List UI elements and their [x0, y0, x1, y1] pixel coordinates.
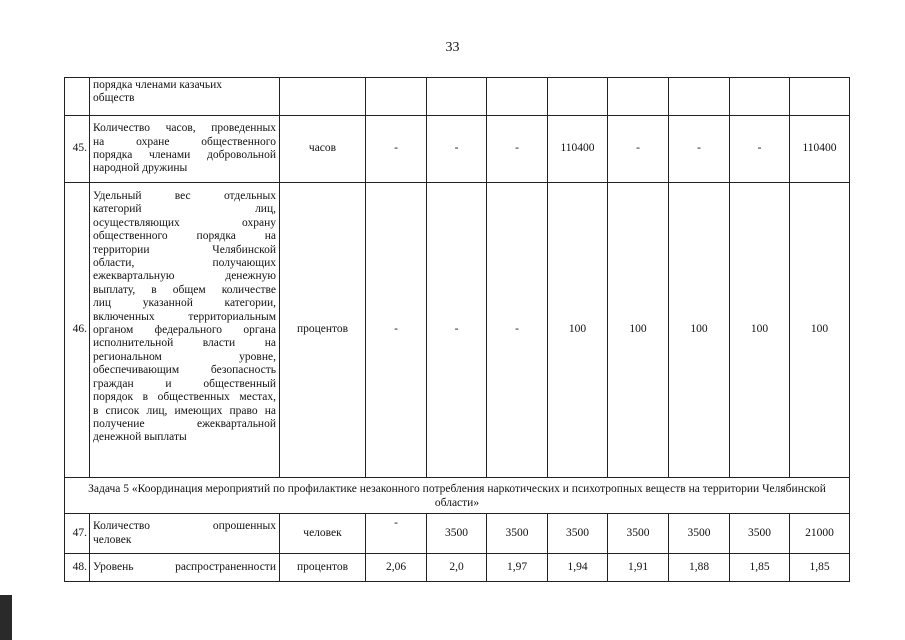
indicator-name-line: Уровень распространенности [93, 560, 276, 573]
row-number: 48. [65, 554, 90, 582]
unit-cell [280, 78, 366, 116]
value-cell [790, 78, 850, 116]
table-row [65, 514, 850, 554]
indicator-name [90, 554, 280, 582]
indicator-name-line: Количество опрошенных [93, 520, 276, 533]
value-cell: 21000 [790, 514, 850, 554]
value-cell: 3500 [669, 514, 730, 554]
indicator-name-line: обеспечивающим безопасность [93, 364, 276, 377]
value-cell: 110400 [790, 116, 850, 183]
unit-cell: часов [280, 116, 366, 183]
indicator-name-line: выплату, в общем количестве [93, 283, 276, 296]
indicator-name-line: получение ежеквартальной [93, 417, 276, 430]
value-cell: 2,06 [366, 554, 427, 582]
unit-cell: процентов [280, 183, 366, 478]
value-cell: 3500 [608, 514, 669, 554]
scan-edge-mark [0, 595, 12, 640]
indicators-table [64, 77, 850, 582]
indicator-name-line: порядка членами добровольной [93, 149, 276, 161]
table-row [65, 78, 850, 116]
table-row [65, 183, 850, 478]
indicator-name-line: включенных территориальным [93, 310, 276, 323]
indicator-name-line: Удельный вес отдельных [93, 190, 276, 202]
value-cell: 3500 [548, 514, 608, 554]
indicator-name-line: ежеквартальную денежную [93, 270, 276, 283]
value-cell: - [487, 183, 548, 478]
indicator-name-line: органом федерального органа [93, 324, 276, 337]
value-cell: 3500 [730, 514, 790, 554]
unit-cell: процентов [280, 554, 366, 582]
table-row [65, 554, 850, 582]
row-number: 46. [65, 183, 90, 478]
indicator-name-line: категорий лиц, [93, 203, 276, 216]
indicator-name [90, 183, 280, 478]
value-cell: - [427, 183, 487, 478]
value-cell: 1,85 [730, 554, 790, 582]
value-cell: 100 [548, 183, 608, 478]
indicator-name-line: общественного порядка на [93, 230, 276, 243]
task-heading: Задача 5 «Координация мероприятий по профилактике незаконного потребления наркотических и психотропных веществ на территории Челябинской области» [65, 478, 850, 514]
indicator-name [90, 78, 280, 116]
indicator-name-line: на охране общественного [93, 135, 276, 148]
page-number: 33 [445, 40, 460, 55]
value-cell: - [366, 183, 427, 478]
indicator-name-line: Количество часов, проведенных [93, 122, 276, 135]
value-cell: 100 [790, 183, 850, 478]
indicator-name-line: порядка членами казачьих [93, 79, 223, 91]
indicator-name-line: человек [93, 533, 132, 546]
indicator-name-line: денежной выплаты [93, 431, 187, 444]
value-cell: - [669, 116, 730, 183]
value-cell: - [608, 116, 669, 183]
table-row [65, 116, 850, 183]
indicator-name-line: осуществляющих охрану [93, 216, 276, 229]
value-cell: 110400 [548, 116, 608, 183]
value-cell: - [366, 514, 427, 554]
value-cell: 1,94 [548, 554, 608, 582]
indicator-name-line: в список лиц, имеющих право на [93, 404, 276, 417]
value-cell: - [427, 116, 487, 183]
value-cell [730, 78, 790, 116]
indicator-name [90, 116, 280, 183]
value-cell [487, 78, 548, 116]
value-cell: - [487, 116, 548, 183]
row-number: 47. [65, 514, 90, 554]
value-cell: 100 [608, 183, 669, 478]
row-number: 45. [65, 116, 90, 183]
value-cell: 3500 [487, 514, 548, 554]
value-cell: - [366, 116, 427, 183]
value-cell [548, 78, 608, 116]
indicator-name-line: исполнительной власти на [93, 337, 276, 350]
value-cell: 1,91 [608, 554, 669, 582]
value-cell: 100 [730, 183, 790, 478]
indicator-name-line: граждан и общественный [93, 377, 276, 390]
indicator-name-line: области, получающих [93, 257, 276, 270]
indicator-name-line: порядок в общественных местах, [93, 391, 276, 404]
value-cell [608, 78, 669, 116]
value-cell: - [730, 116, 790, 183]
value-cell: 1,85 [790, 554, 850, 582]
value-cell [427, 78, 487, 116]
value-cell [366, 78, 427, 116]
indicator-name-line: региональном уровне, [93, 350, 276, 363]
value-cell: 3500 [427, 514, 487, 554]
indicator-name-line: территории Челябинской [93, 243, 276, 256]
value-cell: 2,0 [427, 554, 487, 582]
row-number [65, 78, 90, 116]
indicator-name [90, 514, 280, 554]
indicator-name-line: народной дружины [93, 162, 188, 175]
value-cell: 1,88 [669, 554, 730, 582]
value-cell [669, 78, 730, 116]
indicator-name-line: обществ [93, 92, 135, 105]
unit-cell: человек [280, 514, 366, 554]
value-cell: 1,97 [487, 554, 548, 582]
value-cell: 100 [669, 183, 730, 478]
table-row [65, 478, 850, 514]
indicator-name-line: лиц указанной категории, [93, 297, 276, 310]
